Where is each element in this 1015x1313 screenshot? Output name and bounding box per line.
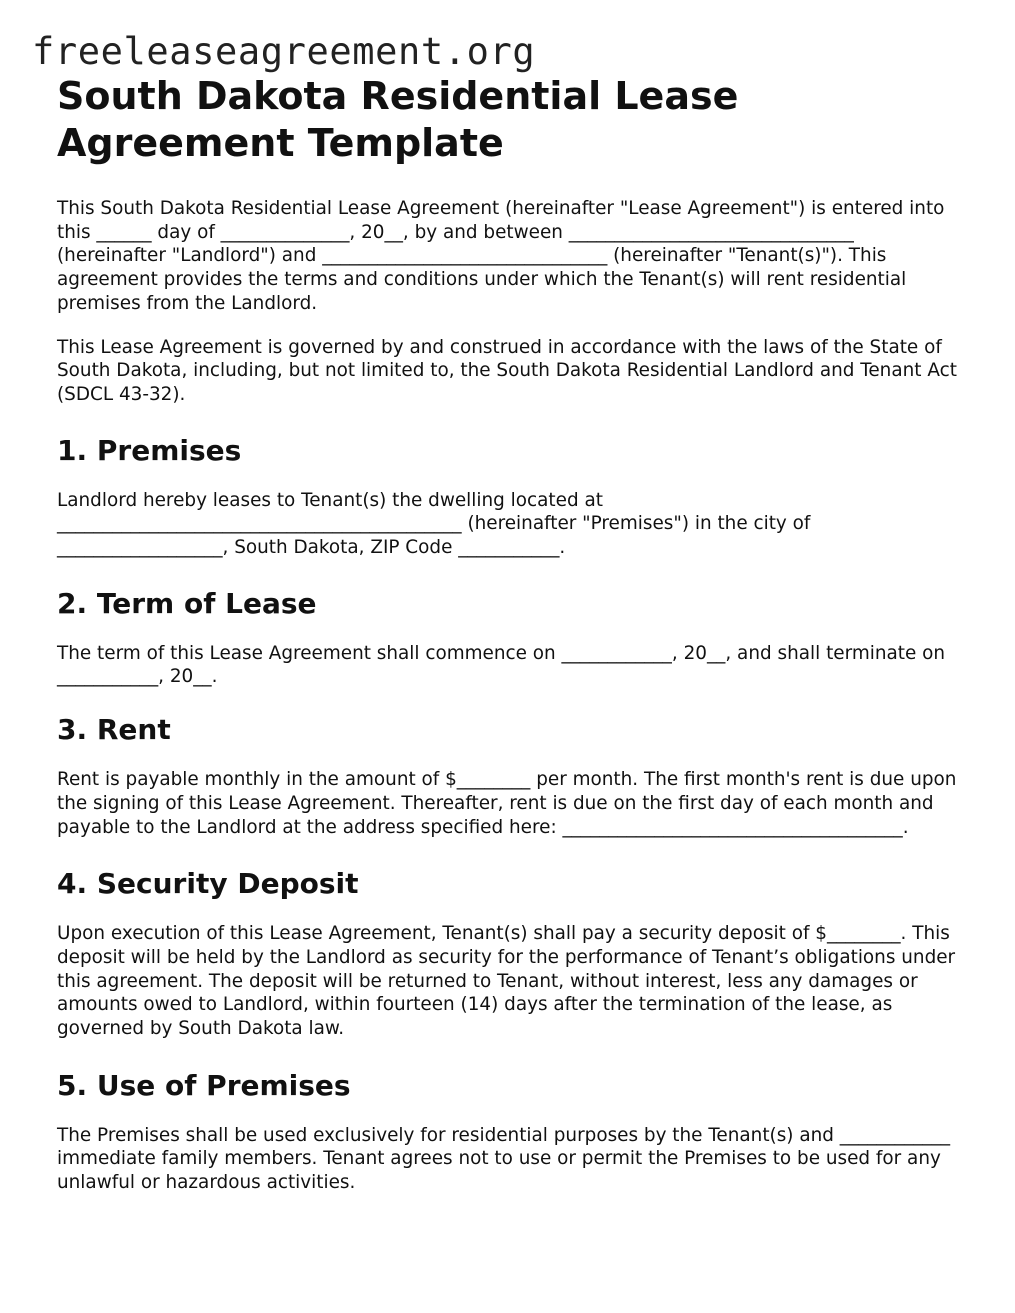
section-body-term: The term of this Lease Agreement shall commence on ____________, 20__, and shall terminate on ___________, 20__. <box>57 642 946 688</box>
document-title: South Dakota Residential Lease Agreement Template <box>57 74 739 165</box>
section-body-use-of-premises: The Premises shall be used exclusively for residential purposes by the Tenant(s) and ____________ immediate family members. Tenant agrees not to use or permit the Premises to be used for any unlawful or hazardous activities. <box>57 1124 951 1194</box>
section-heading-term: 2. Term of Lease <box>57 586 317 620</box>
site-watermark: freeleaseagreement.org <box>32 30 536 73</box>
section-body-premises: Landlord hereby leases to Tenant(s) the dwelling located at ____________________________________________ (hereinafter "Premises") in the city of __________________, South Dakota, ZIP Code ___________. <box>57 489 811 559</box>
section-body-rent: Rent is payable monthly in the amount of $________ per month. The first month's rent is due upon the signing of this Lease Agreement. Thereafter, rent is due on the first day of each month and payable to the Landlord at the address specified here: _____________________________________. <box>57 769 957 838</box>
intro-paragraph-parties: This South Dakota Residential Lease Agreement (hereinafter "Lease Agreement") is entered into this ______ day of ______________, 20__, by and between _______________________________ (hereinafter "Landlord") and _______________________________ (hereinafter "Tenant(s)"). This agreement provides the terms and conditions under which the Tenant(s) will rent residential premises from the Landlord. <box>57 198 945 314</box>
section-heading-use-of-premises: 5. Use of Premises <box>57 1068 351 1102</box>
section-heading-security-deposit: 4. Security Deposit <box>57 867 359 901</box>
document-body <box>57 73 967 1215</box>
intro-paragraph-governing-law: This Lease Agreement is governed by and construed in accordance with the laws of the State of South Dakota, including, but not limited to, the South Dakota Residential Landlord and Tenant Act (SDCL 43-32). <box>57 336 957 405</box>
section-heading-premises: 1. Premises <box>57 433 242 467</box>
section-heading-rent: 3. Rent <box>57 713 171 747</box>
section-body-security-deposit: Upon execution of this Lease Agreement, Tenant(s) shall pay a security deposit of $________. This deposit will be held by the Landlord as security for the performance of Tenant’s obligations under this agreement. The deposit will be returned to Tenant, without interest, less any damages or amounts owed to Landlord, within fourteen (14) days after the termination of the lease, as governed by South Dakota law. <box>57 923 956 1040</box>
